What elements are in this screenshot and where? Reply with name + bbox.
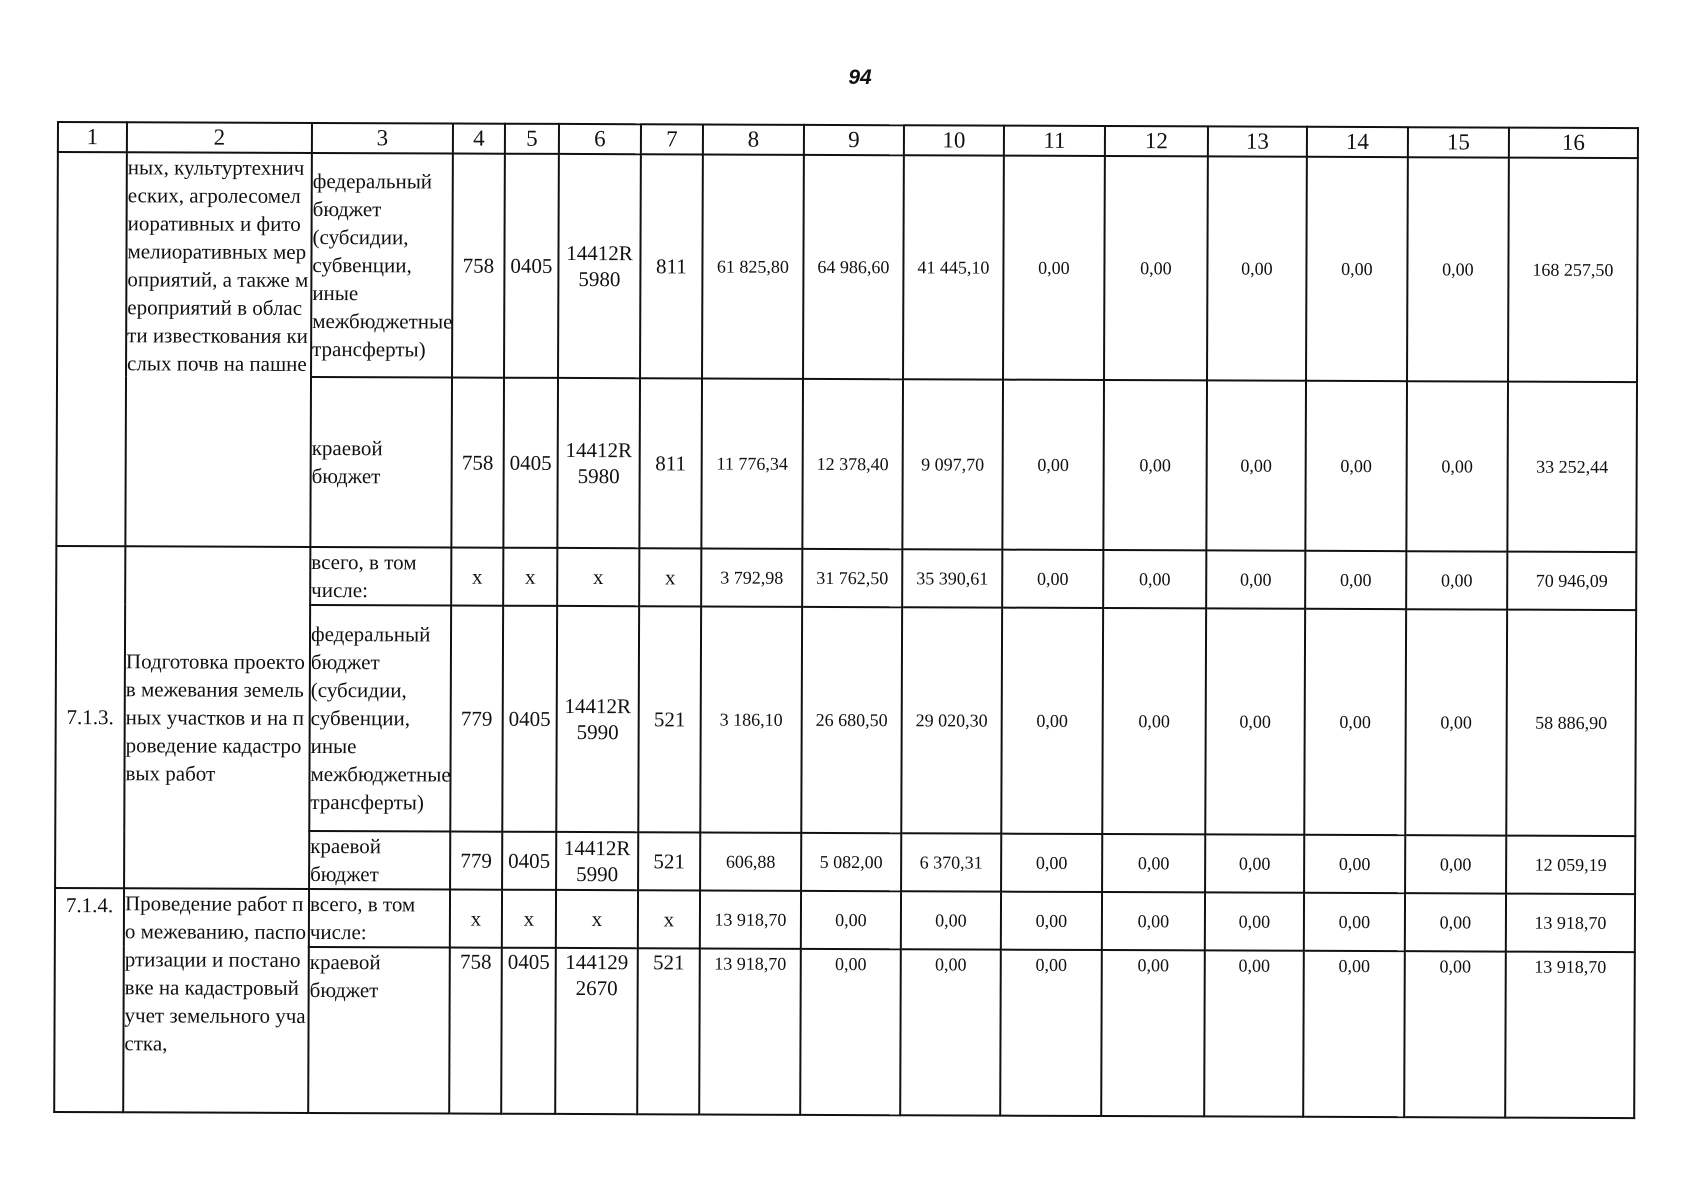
code-col-4: 758 bbox=[451, 378, 504, 548]
value-col-12: 0,00 bbox=[1101, 950, 1205, 1116]
code-col-4: 758 bbox=[449, 948, 502, 1114]
value-col-16: 58 886,90 bbox=[1506, 610, 1636, 836]
value-col-8: 61 825,80 bbox=[702, 154, 804, 378]
value-col-11: 0,00 bbox=[1003, 156, 1105, 380]
code-col-5: 0405 bbox=[502, 606, 557, 832]
value-col-11: 0,00 bbox=[1000, 950, 1102, 1116]
column-header: 4 bbox=[453, 124, 505, 154]
row-index-cell: 7.1.4. bbox=[54, 888, 124, 1112]
table-row bbox=[55, 888, 1635, 952]
value-col-8: 11 776,34 bbox=[701, 378, 803, 548]
value-col-11: 0,00 bbox=[1002, 380, 1104, 550]
code-col-4: 758 bbox=[452, 154, 505, 378]
value-col-14: 0,00 bbox=[1305, 551, 1406, 609]
value-col-10: 41 445,10 bbox=[903, 155, 1004, 379]
value-col-11: 0,00 bbox=[1002, 550, 1103, 608]
column-header: 13 bbox=[1208, 126, 1307, 156]
funding-source: федеральный бюджет (субсидии, субвенции, иные межбюджетные трансферты) bbox=[309, 605, 451, 832]
value-col-10: 29 020,30 bbox=[901, 607, 1002, 833]
value-col-15: 0,00 bbox=[1405, 609, 1507, 835]
table-row bbox=[56, 546, 1636, 610]
value-col-8: 13 918,70 bbox=[699, 948, 801, 1114]
value-col-9: 31 762,50 bbox=[802, 549, 902, 607]
value-col-12: 0,00 bbox=[1103, 380, 1207, 550]
value-col-16: 33 252,44 bbox=[1507, 382, 1637, 552]
value-col-15: 0,00 bbox=[1406, 381, 1508, 551]
code-col-7: 521 bbox=[637, 948, 700, 1114]
code-col-6: x bbox=[557, 548, 639, 606]
funding-source: краевой бюджет bbox=[308, 947, 450, 1114]
column-header: 14 bbox=[1307, 127, 1408, 157]
column-header: 11 bbox=[1004, 126, 1105, 156]
funding-source: краевой бюджет bbox=[310, 377, 452, 548]
column-header: 9 bbox=[804, 125, 904, 155]
code-col-7: 811 bbox=[640, 154, 703, 378]
value-col-9: 0,00 bbox=[801, 891, 901, 949]
value-col-14: 0,00 bbox=[1304, 893, 1405, 951]
value-col-14: 0,00 bbox=[1304, 835, 1405, 893]
value-col-10: 0,00 bbox=[900, 949, 1001, 1115]
code-col-6: 14412R 5990 bbox=[556, 606, 639, 832]
code-col-4: x bbox=[450, 890, 502, 948]
value-col-12: 0,00 bbox=[1104, 156, 1208, 380]
column-header: 6 bbox=[559, 124, 641, 154]
code-col-5: x bbox=[503, 548, 557, 606]
column-header: 2 bbox=[127, 122, 312, 153]
code-col-7: x bbox=[639, 548, 701, 606]
column-header: 5 bbox=[505, 124, 559, 154]
funding-source: всего, в том числе: bbox=[310, 547, 451, 606]
column-header: 12 bbox=[1105, 126, 1208, 156]
value-col-12: 0,00 bbox=[1102, 608, 1206, 834]
value-col-16: 168 257,50 bbox=[1508, 158, 1638, 382]
code-col-5: 0405 bbox=[504, 154, 559, 378]
value-col-9: 64 986,60 bbox=[803, 155, 904, 379]
value-col-11: 0,00 bbox=[1001, 834, 1102, 892]
code-col-7: x bbox=[638, 890, 700, 948]
value-col-15: 0,00 bbox=[1405, 893, 1506, 951]
column-header: 15 bbox=[1408, 127, 1509, 157]
column-header: 7 bbox=[641, 124, 703, 154]
code-col-7: 521 bbox=[638, 832, 700, 890]
value-col-11: 0,00 bbox=[1001, 892, 1102, 950]
code-col-4: 779 bbox=[450, 832, 502, 890]
value-col-10: 0,00 bbox=[901, 891, 1001, 949]
value-col-10: 6 370,31 bbox=[901, 833, 1001, 891]
value-col-16: 13 918,70 bbox=[1506, 894, 1635, 952]
funding-source: всего, в том числе: bbox=[309, 889, 450, 948]
value-col-14: 0,00 bbox=[1304, 609, 1406, 835]
value-col-14: 0,00 bbox=[1305, 381, 1407, 551]
budget-table bbox=[53, 121, 1639, 1119]
column-header: 8 bbox=[703, 124, 804, 154]
value-col-13: 0,00 bbox=[1205, 608, 1305, 834]
code-col-5: x bbox=[502, 890, 556, 948]
column-header: 1 bbox=[58, 122, 127, 152]
code-col-7: 521 bbox=[638, 606, 701, 832]
activity-name: ных, культуртехнических, агролесомелиоративных и фитомелиоративных мероприятий, а также мероприятий в области известкования кислых почв на пашне bbox=[125, 152, 312, 547]
code-col-5: 0405 bbox=[503, 378, 558, 548]
code-col-4: x bbox=[451, 548, 503, 606]
code-col-7: 811 bbox=[639, 378, 702, 548]
table-row bbox=[57, 152, 1638, 382]
activity-name: Подготовка проектов межевания земельных участков и на проведение кадастровых работ bbox=[124, 546, 310, 889]
code-col-6: 14412R 5990 bbox=[556, 832, 638, 890]
code-col-6: 144129 2670 bbox=[555, 948, 638, 1114]
value-col-11: 0,00 bbox=[1001, 608, 1103, 834]
value-col-12: 0,00 bbox=[1103, 550, 1206, 608]
column-header: 16 bbox=[1509, 128, 1638, 158]
value-col-12: 0,00 bbox=[1102, 834, 1205, 892]
row-index-cell bbox=[56, 152, 127, 546]
value-col-16: 13 918,70 bbox=[1505, 952, 1635, 1118]
value-col-10: 9 097,70 bbox=[902, 379, 1003, 549]
value-col-9: 26 680,50 bbox=[801, 607, 902, 833]
value-col-15: 0,00 bbox=[1405, 835, 1506, 893]
value-col-9: 5 082,00 bbox=[801, 833, 901, 891]
value-col-8: 606,88 bbox=[700, 832, 801, 890]
value-col-16: 12 059,19 bbox=[1506, 836, 1635, 894]
activity-name: Проведение работ по межеванию, паспортизации и постановке на кадастровый учет земельного участка, bbox=[123, 888, 309, 1113]
value-col-13: 0,00 bbox=[1207, 156, 1307, 380]
code-col-4: 779 bbox=[450, 606, 503, 832]
value-col-12: 0,00 bbox=[1102, 892, 1205, 950]
code-col-6: 14412R 5980 bbox=[558, 154, 641, 378]
code-col-5: 0405 bbox=[501, 948, 556, 1114]
code-col-6: 14412R 5980 bbox=[557, 378, 640, 548]
column-header: 3 bbox=[312, 123, 453, 154]
value-col-15: 0,00 bbox=[1406, 551, 1507, 609]
value-col-13: 0,00 bbox=[1206, 550, 1305, 608]
value-col-10: 35 390,61 bbox=[902, 549, 1002, 607]
value-col-13: 0,00 bbox=[1204, 950, 1304, 1116]
value-col-13: 0,00 bbox=[1206, 380, 1306, 550]
value-col-13: 0,00 bbox=[1205, 892, 1304, 950]
value-col-15: 0,00 bbox=[1404, 951, 1506, 1117]
value-col-8: 3 186,10 bbox=[700, 606, 802, 832]
value-col-16: 70 946,09 bbox=[1507, 552, 1636, 610]
value-col-13: 0,00 bbox=[1205, 834, 1304, 892]
value-col-9: 12 378,40 bbox=[802, 379, 903, 549]
value-col-8: 3 792,98 bbox=[701, 548, 802, 606]
value-col-14: 0,00 bbox=[1303, 951, 1405, 1117]
row-index-cell: 7.1.3. bbox=[55, 546, 125, 888]
value-col-14: 0,00 bbox=[1306, 157, 1408, 381]
column-header: 10 bbox=[904, 125, 1004, 155]
funding-source: федеральный бюджет (субсидии, субвенции, иные межбюджетные трансферты) bbox=[311, 153, 453, 378]
value-col-9: 0,00 bbox=[800, 949, 901, 1115]
code-col-5: 0405 bbox=[502, 832, 556, 890]
page-number: 94 bbox=[848, 66, 872, 89]
value-col-8: 13 918,70 bbox=[700, 890, 801, 948]
code-col-6: x bbox=[556, 890, 638, 948]
funding-source: краевой бюджет bbox=[309, 831, 450, 890]
value-col-15: 0,00 bbox=[1407, 157, 1509, 381]
